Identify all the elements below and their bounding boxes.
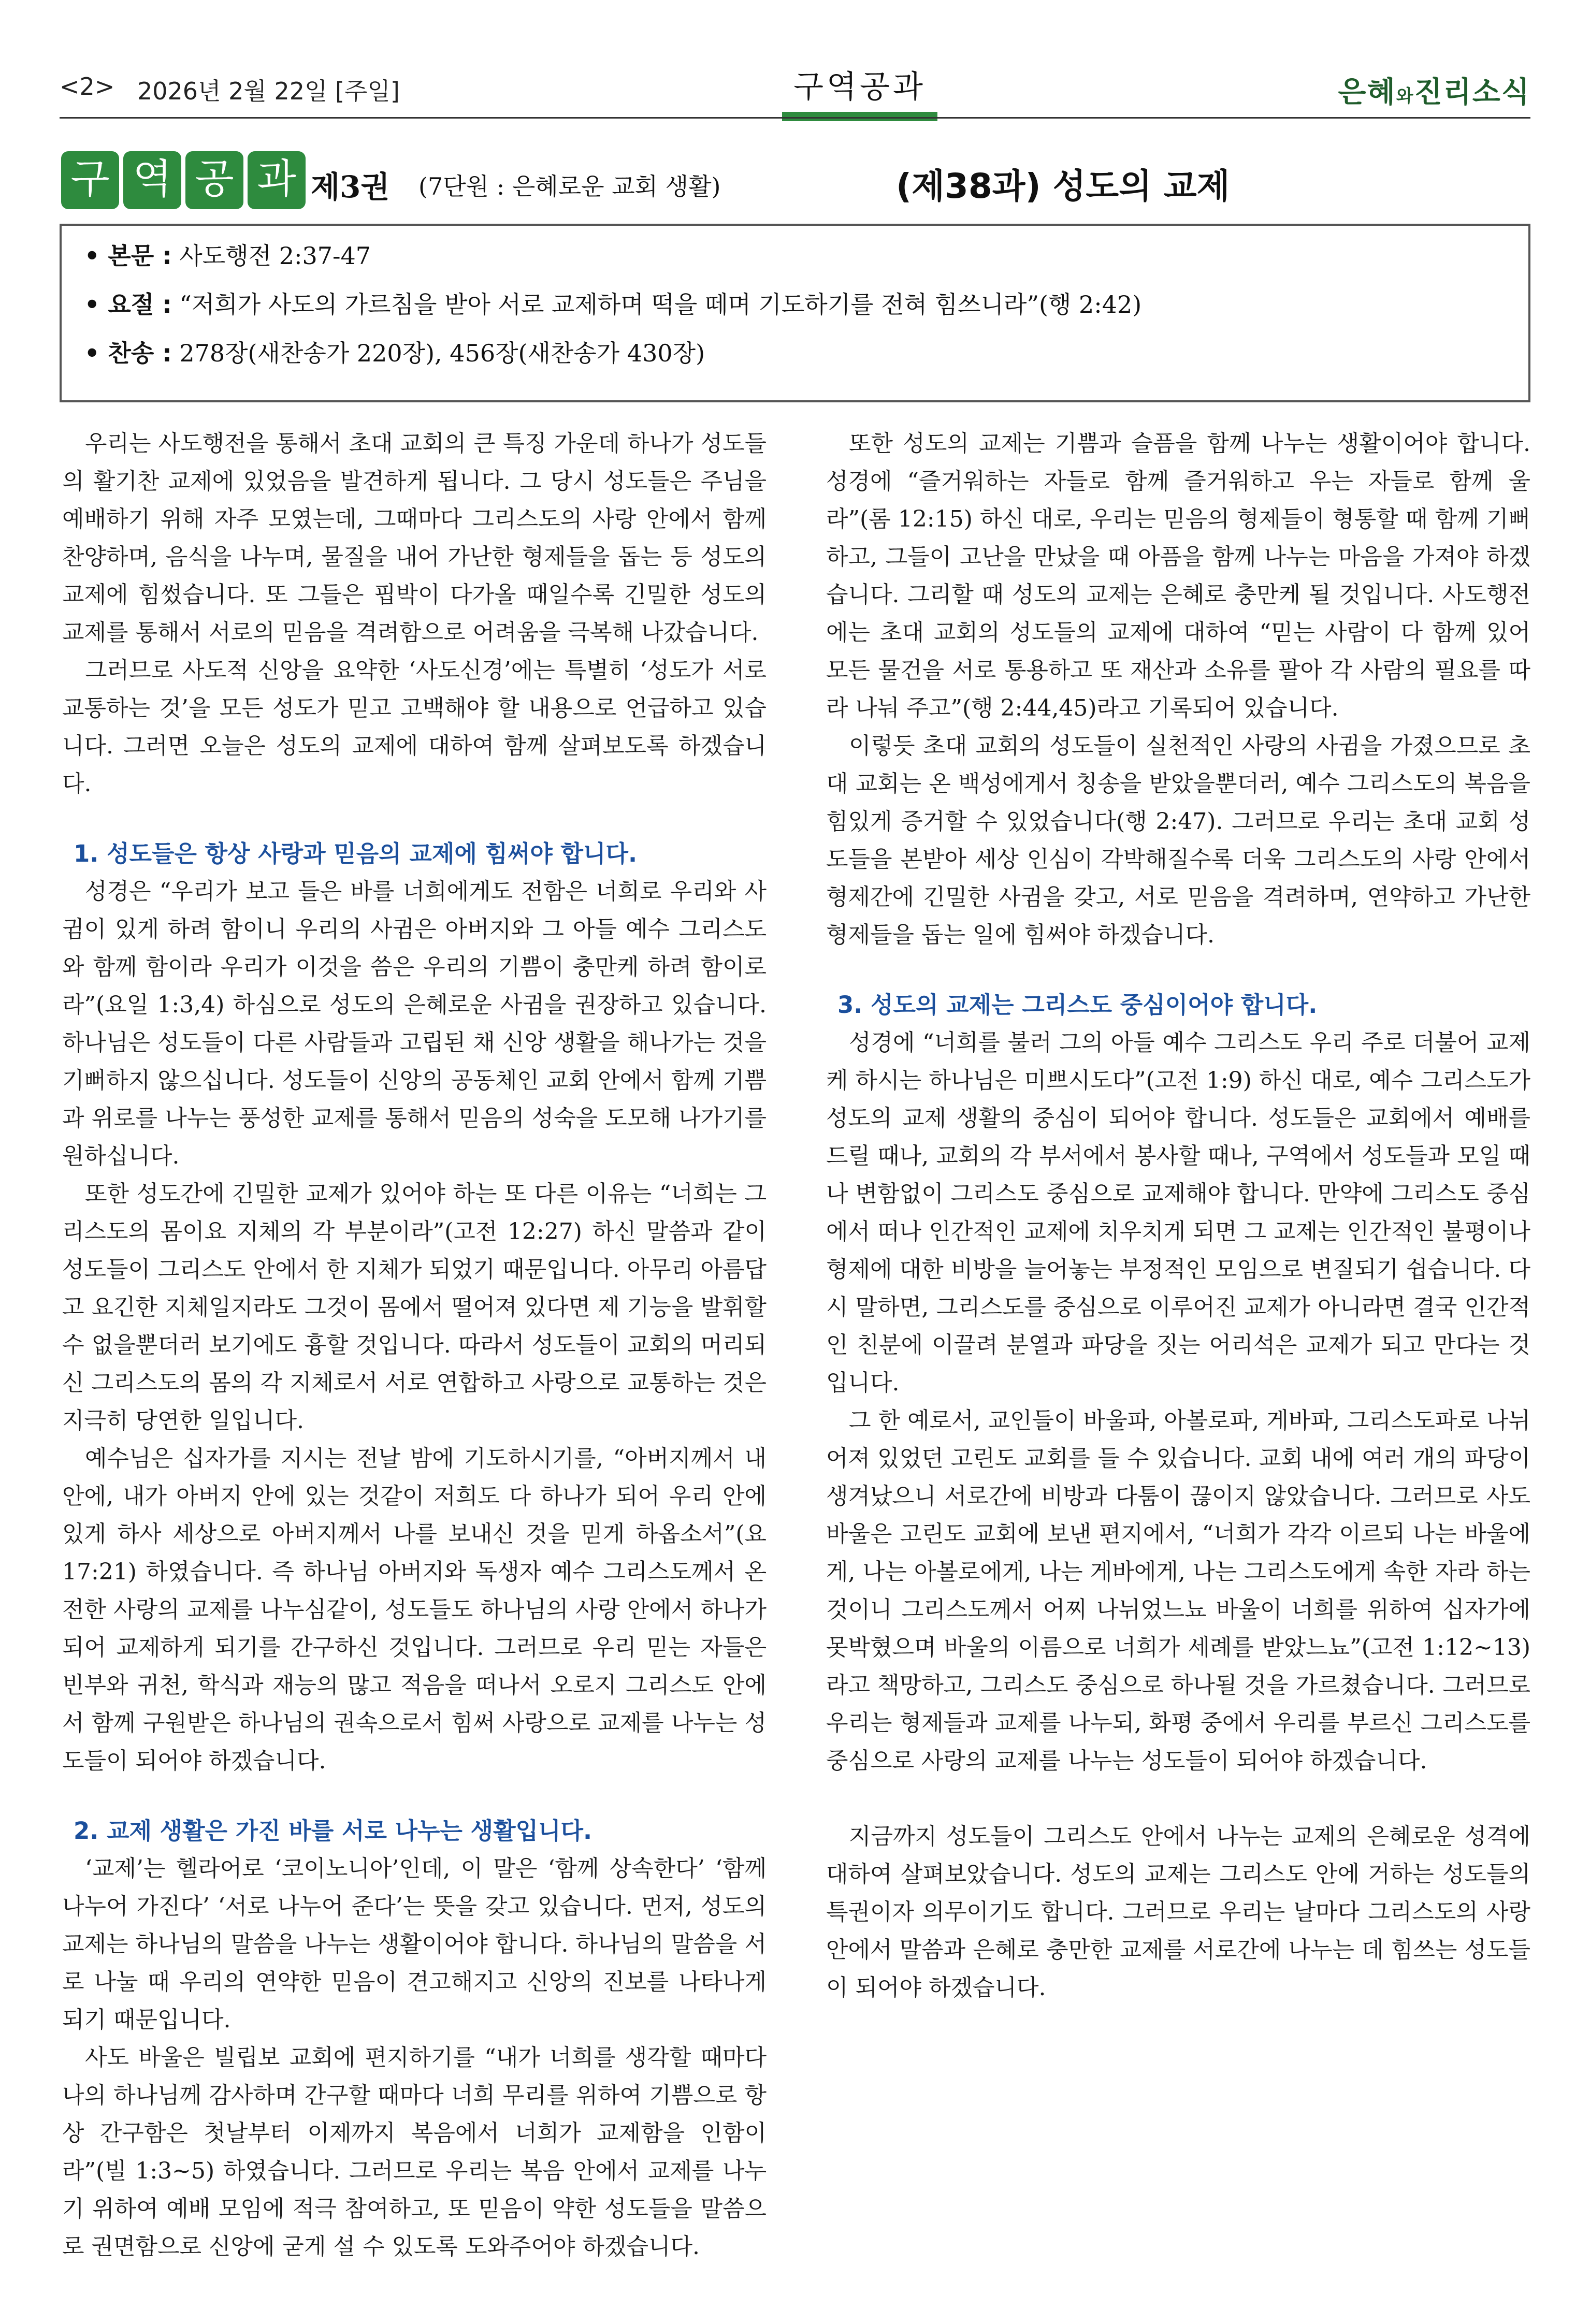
lesson-title-row: [61, 151, 1532, 213]
text-line: [84, 241, 1506, 270]
key-verse-value: “저희가 사도의 가르침을 받아 서로 교제하며 떡을 떼며 기도하기를 전혀 힘쓰니라”(행 2:42): [171, 290, 1142, 318]
hymn-value: 278장(새찬송가 220장), 456장(새찬송가 430장): [171, 339, 705, 367]
volume-label: 제3권: [311, 169, 390, 205]
key-verse-label: • 요절 :: [84, 290, 172, 318]
badge-char: 과: [248, 151, 306, 209]
body-paragraph: 예수님은 십자가를 지시는 전날 밤에 기도하시기를, “아버지께서 내 안에, 내가 아버지 안에 있는 것같이 저희도 다 하나가 되어 우리 안에 있게 하사 세상으로 아버지께서 나를 보내신 것을 믿게 하옵소서”(요 17:21) 하였습니다. 즉 하나님 아버지와 독생자 예수 그리스도께서 온전한 사랑의 교제를 나누심같이, 성도들도 하나님의 사랑 안에서 하나가 되어 교제하게 되기를 간구하신 것입니다. 그러므로 우리 믿는 자들은 빈부와 귀천, 학식과 재능의 많고 적음을 떠나서 오로지 그리스도 안에서 함께 구원받은 하나님의 권속으로서 힘써 사랑으로 교제를 나누는 성도들이 되어야 하겠습니다.: [62, 1445, 767, 1774]
text-value: 사도행전 2:37-47: [171, 242, 371, 270]
section-badge: [61, 151, 306, 209]
page-header: [60, 62, 1530, 119]
masthead-part-2: 진리소식: [1414, 76, 1530, 109]
key-verse-line: [84, 290, 1506, 319]
section-heading-3: 3. 성도의 교제는 그리스도 중심이어야 합니다.: [837, 991, 1318, 1019]
unit-label: (7단원 : 은혜로운 교회 생활): [418, 172, 721, 200]
intro-paragraph: 그러므로 사도적 신앙을 요약한 ‘사도신경’에는 특별히 ‘성도가 서로 교통하는 것’을 모든 성도가 믿고 고백해야 할 내용으로 언급하고 있습니다. 그러면 오늘은 성도의 교제에 대하여 함께 살펴보도록 하겠습니다.: [62, 657, 767, 797]
badge-char: 역: [123, 151, 181, 209]
body-paragraph: 또한 성도간에 긴밀한 교제가 있어야 하는 또 다른 이유는 “너희는 그리스도의 몸이요 지체의 각 부분이라”(고전 12:27) 하신 말씀과 같이 성도들이 그리스도 안에서 한 지체가 되었기 때문입니다. 아무리 아름답고 요긴한 지체일지라도 그것이 몸에서 떨어져 있다면 제 기능을 발휘할 수 없을뿐더러 보기에도 흉할 것입니다. 따라서 성도들이 교회의 머리되신 그리스도의 몸의 각 지체로서 서로 연합하고 사랑으로 교통하는 것은 지극히 당연한 일입니다.: [62, 1181, 767, 1434]
body-paragraph: ‘교제’는 헬라어로 ‘코이노니아’인데, 이 말은 ‘함께 상속한다’ ‘함께 나누어 가진다’ ‘서로 나누어 준다’는 뜻을 갖고 있습니다. 먼저, 성도의 교제는 하나님의 말씀을 나누는 생활이어야 합니다. 하나님의 말씀을 서로 나눌 때 우리의 연약한 믿음이 견고해지고 신앙의 진보를 나타나게 되기 때문입니다.: [62, 1855, 767, 2033]
hymn-label: • 찬송 :: [84, 339, 172, 367]
right-column: [826, 425, 1530, 2007]
page-number: <2>: [60, 72, 115, 100]
body-paragraph: 성경에 “너희를 불러 그의 아들 예수 그리스도 우리 주로 더불어 교제케 하시는 하나님은 미쁘시도다”(고전 1:9) 하신 대로, 예수 그리스도가 성도의 교제 생활의 중심이 되어야 합니다. 성도들은 교회에서 예배를 드릴 때나, 교회의 각 부서에서 봉사할 때나, 구역에서 성도들과 모일 때나 변함없이 그리스도 중심으로 교제해야 합니다. 만약에 그리스도 중심에서 떠나 인간적인 교제에 치우치게 되면 그 교제는 인간적인 불평이나 형제에 대한 비방을 늘어놓는 부정적인 모임으로 변질되기 쉽습니다. 다시 말하면, 그리스도를 중심으로 이루어진 교제가 아니라면 결국 인간적인 친분에 이끌려 분열과 파당을 짓는 어리석은 교제가 되고 만다는 것입니다.: [826, 1029, 1530, 1396]
body-paragraph: 이렇듯 초대 교회의 성도들이 실천적인 사랑의 사귐을 가졌으므로 초대 교회는 온 백성에게서 칭송을 받았을뿐더러, 예수 그리스도의 복음을 힘있게 증거할 수 있었습니다(행 2:47). 그러므로 우리는 초대 교회 성도들을 본받아 세상 인심이 각박해질수록 더욱 그리스도의 사랑 안에서 형제간에 긴밀한 사귐을 갖고, 서로 믿음을 격려하며, 연약하고 가난한 형제들을 돕는 일에 힘써야 하겠습니다.: [826, 733, 1530, 948]
body-paragraph: 또한 성도의 교제는 기쁨과 슬픔을 함께 나누는 생활이어야 합니다. 성경에 “즐거워하는 자들로 함께 즐거워하고 우는 자들로 함께 울라”(롬 12:15) 하신 대로, 우리는 믿음의 형제들이 형통할 때 함께 기뻐하고, 그들이 고난을 만났을 때 아픔을 함께 나누는 마음을 가져야 하겠습니다. 그리할 때 성도의 교제는 은혜로 충만케 될 것입니다. 사도행전에는 초대 교회의 성도들의 교제에 대하여 “믿는 사람이 다 함께 있어 모든 물건을 서로 통용하고 또 재산과 소유를 팔아 각 사람의 필요를 따라 나눠 주고”(행 2:44,45)라고 기록되어 있습니다.: [826, 430, 1530, 721]
hymn-line: [84, 339, 1506, 368]
lesson-title: (제38과) 성도의 교제: [896, 166, 1230, 206]
text-label: • 본문 :: [84, 242, 172, 270]
conclusion-paragraph: 지금까지 성도들이 그리스도 안에서 나누는 교제의 은혜로운 성격에 대하여 살펴보았습니다. 성도의 교제는 그리스도 안에 거하는 성도들의 특권이자 의무이기도 합니다. 그러므로 우리는 날마다 그리스도의 사랑 안에서 말씀과 은혜로 충만한 교제를 서로간에 나누는 데 힘쓰는 성도들이 되어야 하겠습니다.: [826, 1823, 1530, 2001]
section-heading-2: 2. 교제 생활은 가진 바를 서로 나누는 생활입니다.: [74, 1817, 592, 1844]
masthead-connector: 와: [1396, 86, 1414, 107]
section-heading-1: 1. 성도들은 항상 사랑과 믿음의 교제에 힘써야 합니다.: [74, 840, 638, 867]
header-divider: [60, 117, 1530, 119]
masthead-part-1: 은혜: [1338, 76, 1396, 109]
badge-char: 구: [61, 151, 119, 209]
issue-date: 2026년 2월 22일 [주일]: [137, 77, 400, 105]
section-title: 구역공과: [793, 69, 926, 105]
body-paragraph: 그 한 예로서, 교인들이 바울파, 아볼로파, 게바파, 그리스도파로 나뉘어져 있었던 고린도 교회를 들 수 있습니다. 교회 내에 여러 개의 파당이 생겨났으니 서로간에 비방과 다툼이 끊이지 않았습니다. 그러므로 사도 바울은 고린도 교회에 보낸 편지에서, “너희가 각각 이르되 나는 바울에게, 나는 아볼로에게, 나는 게바에게, 나는 그리스도에게 속한 자라 하는 것이니 그리스도께서 어찌 나뉘었느뇨 바울이 너희를 위하여 십자가에 못박혔으며 바울의 이름으로 너희가 세례를 받았느뇨”(고전 1:12~13)라고 책망하고, 그리스도 중심으로 하나될 것을 가르쳤습니다. 그러므로 우리는 형제들과 교제를 나누되, 화평 중에서 우리를 부르신 그리스도를 중심으로 사랑의 교제를 나누는 성도들이 되어야 하겠습니다.: [826, 1407, 1530, 1774]
body-paragraph: 사도 바울은 빌립보 교회에 편지하기를 “내가 너희를 생각할 때마다 나의 하나님께 감사하며 간구할 때마다 너희 무리를 위하여 기쁨으로 항상 간구함은 첫날부터 이제까지 복음에서 너희가 교제함을 인함이라”(빌 1:3~5) 하였습니다. 그러므로 우리는 복음 안에서 교제를 나누기 위하여 예배 모임에 적극 참여하고, 또 믿음이 약한 성도들을 말씀으로 권면함으로 신앙에 굳게 설 수 있도록 도와주어야 하겠습니다.: [62, 2044, 767, 2260]
intro-paragraph: 우리는 사도행전을 통해서 초대 교회의 큰 특징 가운데 하나가 성도들의 활기찬 교제에 있었음을 발견하게 됩니다. 그 당시 성도들은 주님을 예배하기 위해 자주 모였는데, 그때마다 그리스도의 사랑 안에서 함께 찬양하며, 음식을 나누며, 물질을 내어 가난한 형제들을 돕는 등 성도의 교제에 힘썼습니다. 또 그들은 핍박이 다가올 때일수록 긴밀한 성도의 교제를 통해서 서로의 믿음을 격려함으로 어려움을 극복해 나갔습니다.: [62, 430, 767, 646]
masthead: [1338, 69, 1530, 111]
scripture-info-box: [60, 224, 1530, 402]
paragraph-spacer: [826, 1780, 1530, 1818]
badge-char: 공: [185, 151, 243, 209]
left-column: [62, 425, 767, 2265]
section-underline: [782, 112, 937, 121]
body-paragraph: 성경은 “우리가 보고 들은 바를 너희에게도 전함은 너희로 우리와 사귐이 있게 하려 함이니 우리의 사귐은 아버지와 그 아들 예수 그리스도와 함께 함이라 우리가 이것을 씀은 우리의 기쁨이 충만케 하려 함이로라”(요일 1:3,4) 하심으로 성도의 은혜로운 사귐을 권장하고 있습니다. 하나님은 성도들이 다른 사람들과 고립된 채 신앙 생활을 해나가는 것을 기뻐하지 않으십니다. 성도들이 신앙의 공동체인 교회 안에서 함께 기쁨과 위로를 나누는 풍성한 교제를 통해서 믿음의 성숙을 도모해 나가기를 원하십니다.: [62, 878, 767, 1169]
